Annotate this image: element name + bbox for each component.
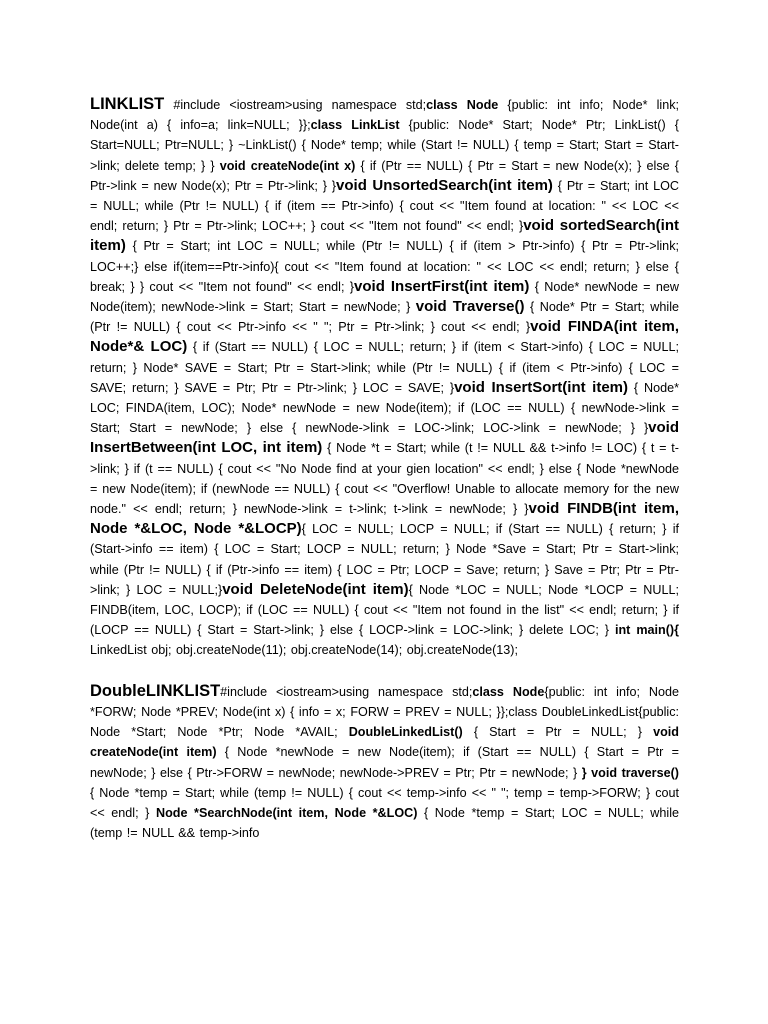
- code-keyword: int main(){: [614, 623, 679, 638]
- function-heading: void Traverse(): [415, 298, 525, 316]
- linklist-body: [90, 98, 679, 657]
- code-text: {public: Node* Start; Node* Ptr; LinkList() { Start=NULL; Ptr=NULL; } ~LinkList() { Node* temp; while (Start != NULL) { temp = Start; Start = Start->link; delete temp; } }: [90, 118, 679, 173]
- code-keyword: Node *SearchNode(int item, Node *&LOC): [155, 805, 418, 820]
- code-text: {public: int info; Node* link; Node(int a) { info=a; link=NULL; }};: [90, 98, 679, 133]
- code-text: #include <iostream>using namespace std;: [220, 684, 473, 699]
- code-keyword: class Node: [426, 98, 499, 112]
- code-text: { Node *temp = Start; LOC = NULL; while (temp != NULL && temp->info: [90, 805, 679, 841]
- code-keyword: void createNode(int x): [219, 158, 356, 173]
- code-text: { Ptr = Start; int LOC = NULL; while (Ptr != NULL) { if (item == Ptr->info) { cout << "Item found at location: " << LOC << endl; return; } Ptr = Ptr->link; LOC++; } cout << "Item not found" << endl; }: [90, 178, 679, 234]
- code-keyword: class Node: [472, 684, 545, 699]
- function-heading: void FINDA(int item, Node*& LOC): [90, 318, 680, 356]
- code-text: { Node* Ptr = Start; while (Ptr != NULL) { cout << Ptr->info << " "; Ptr = Ptr->link; } cout << endl; }: [90, 300, 680, 335]
- function-heading: void DeleteNode(int item): [222, 580, 409, 598]
- function-heading: void sortedSearch(int item): [90, 217, 679, 255]
- code-keyword: void createNode(int item): [90, 725, 679, 760]
- code-text: { Start = Ptr = NULL; }: [462, 725, 654, 740]
- function-heading: void InsertBetween(int LOC, int item): [90, 419, 679, 457]
- code-text: { Node* newNode = new Node(item); newNode->link = Start; Start = newNode; }: [90, 279, 679, 315]
- code-text: { Node *temp = Start; while (temp != NULL) { cout << temp->info << " "; temp = temp->FORW; } cout << endl; }: [90, 785, 679, 820]
- code-text: { Node *LOC = NULL; Node *LOCP = NULL; FINDB(item, LOC, LOCP); if (LOC == NULL) { cout << "Item not found in the list" << endl; return; } if (LOCP == NULL) { Start = Start->link; } else { LOCP->link = LOC->link; } delete LOC; }: [90, 582, 679, 638]
- code-text: LinkedList obj; obj.createNode(11); obj.createNode(14); obj.createNode(13);: [90, 643, 518, 658]
- linklist-section: [90, 94, 679, 661]
- doublelinklist-section: [90, 681, 679, 844]
- doublelinklist-title: DoubleLINKLIST: [90, 681, 221, 700]
- code-text: { LOC = NULL; LOCP = NULL; if (Start == NULL) { return; } if (Start->info == item) { LOC = Start; LOCP = NULL; return; } Node *Save = Start; Ptr = Start->link; while (Ptr != NULL) { if (Ptr->info == item) { LOC = Ptr; LOCP = Save; return; } Save = Ptr; Ptr = Ptr->link; } LOC = NULL;}: [90, 522, 679, 597]
- code-text: { Node *newNode = new Node(item); if (Start == NULL) { Start = Ptr = newNode; } else { Ptr->FORW = newNode; newNode->PREV = Ptr; Ptr = newNode; }: [90, 745, 679, 780]
- code-text: { if (Ptr == NULL) { Ptr = Start = new Node(x); } else { Ptr->link = new Node(x); Ptr = Ptr->link; } }: [90, 158, 680, 193]
- code-text: { Ptr = Start; int LOC = NULL; while (Ptr != NULL) { if (item > Ptr->info) { Ptr = Ptr->link; LOC++;} else if(item==Ptr->info){ cout << "Item found at location: " << LOC << endl; return; } else { break; } } cout << "Item not found" << endl; }: [90, 239, 679, 294]
- document-page: [90, 94, 679, 843]
- code-keyword: void traverse(): [591, 765, 679, 780]
- function-heading: void InsertSort(int item): [454, 378, 629, 396]
- code-text: { Node* LOC; FINDA(item, LOC); Node* newNode = new Node(item); if (LOC == NULL) { newNode->link = Start; Start = newNode; } else { newNode->link = LOC->link; LOC->link = newNode; } }: [90, 380, 679, 436]
- function-heading: void UnsortedSearch(int item): [336, 176, 553, 194]
- code-text: #include <iostream>using namespace std;: [164, 98, 427, 112]
- doublelinklist-body: [90, 685, 679, 840]
- function-heading: void InsertFirst(int item): [354, 277, 530, 295]
- code-keyword: class LinkList: [310, 118, 400, 133]
- code-text: { if (Start == NULL) { LOC = NULL; return; } if (item < Start->info) { LOC = NULL; return; } Node* SAVE = Start; Ptr = Start->link; while (Ptr != NULL) { if (item < Ptr->info) { LOC = SAVE; return; } SAVE = Ptr; Ptr = Ptr->link; } LOC = SAVE; }: [90, 340, 680, 395]
- code-keyword: DoubleLinkedList(): [348, 725, 463, 740]
- linklist-title: LINKLIST: [90, 95, 165, 113]
- function-heading: void FINDB(int item, Node *&LOC, Node *&LOCP): [90, 500, 679, 538]
- code-keyword: }: [581, 765, 587, 780]
- code-text: {public: int info; Node *FORW; Node *PREV; Node(int x) { info = x; FORW = PREV = NULL; }};class DoubleLinkedList{public: Node *Start; Node *Ptr; Node *AVAIL;: [90, 684, 679, 740]
- code-text: { Node *t = Start; while (t != NULL && t->info != LOC) { t = t->link; } if (t == NULL) { cout << "No Node find at your gien location" << endl; } else { Node *newNode = new Node(item); if (newNode == NULL) { cout << "Overflow! Unable to allocate memory for the new node." << endl; return; } newNode->link = t->link; t->link = newNode; } }: [90, 441, 679, 517]
